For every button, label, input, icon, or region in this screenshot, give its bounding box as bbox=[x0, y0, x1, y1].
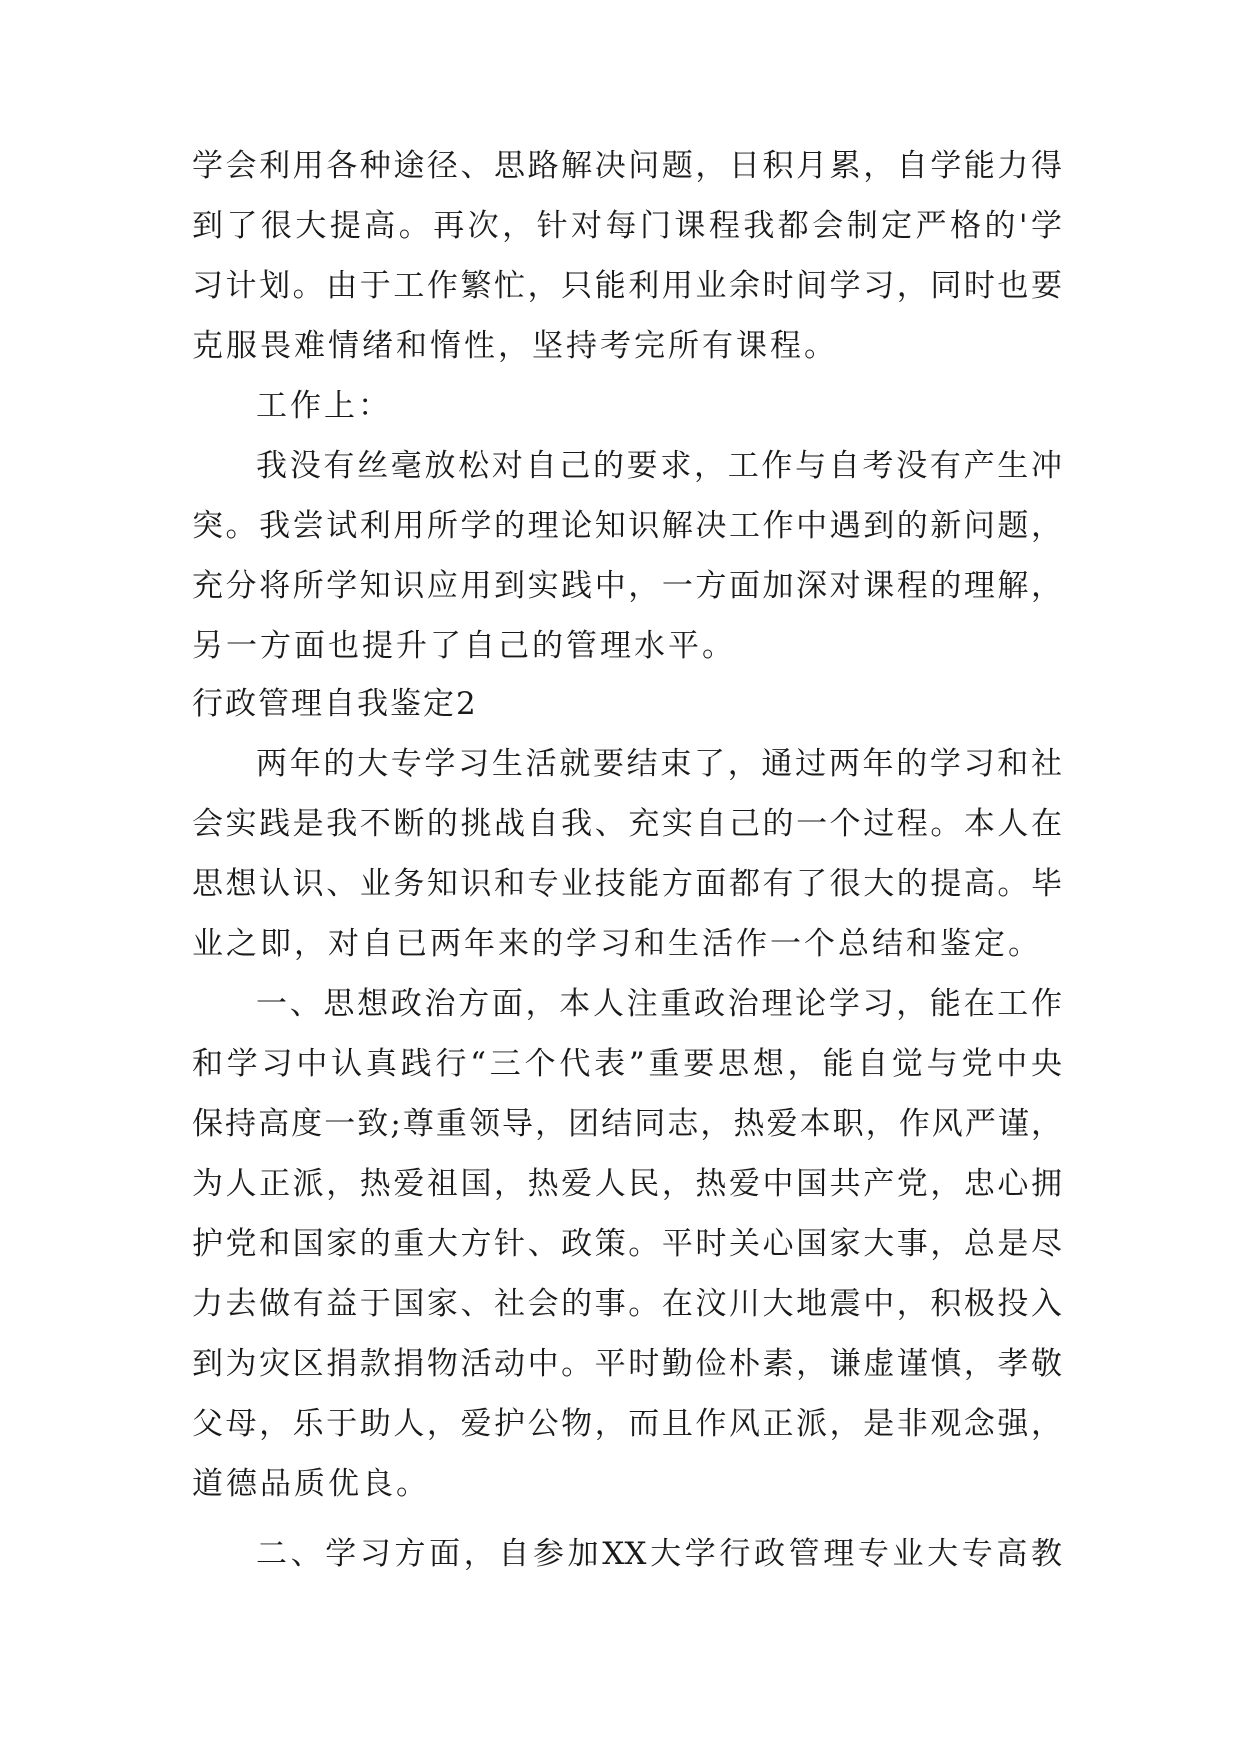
text-line: 到了很大提高。再次，针对每门课程我都会制定严格的'学 bbox=[192, 208, 1062, 244]
text-line: 一、思想政治方面，本人注重政治理论学习，能在工作 bbox=[256, 986, 1062, 1022]
text-line: 为人正派，热爱祖国，热爱人民，热爱中国共产党，忠心拥 bbox=[192, 1166, 1062, 1202]
text-line: 充分将所学知识应用到实践中，一方面加深对课程的理解， bbox=[192, 568, 1062, 604]
text-line: 工作上： bbox=[256, 388, 392, 424]
text-line: 保持高度一致;尊重领导，团结同志，热爱本职，作风严谨， bbox=[192, 1106, 1062, 1142]
text-line: 克服畏难情绪和惰性，坚持考完所有课程。 bbox=[192, 328, 838, 364]
text-line: 力去做有益于国家、社会的事。在汶川大地震中，积极投入 bbox=[192, 1286, 1062, 1322]
text-line: 父母，乐于助人，爱护公物，而且作风正派，是非观念强， bbox=[192, 1406, 1062, 1442]
text-line: 两年的大专学习生活就要结束了，通过两年的学习和社 bbox=[256, 746, 1062, 782]
text-line: 学会利用各种途径、思路解决问题，日积月累，自学能力得 bbox=[192, 148, 1062, 184]
text-line: 道德品质优良。 bbox=[192, 1466, 430, 1502]
text-line: 业之即，对自已两年来的学习和生活作一个总结和鉴定。 bbox=[192, 926, 1042, 962]
text-line: 习计划。由于工作繁忙，只能利用业余时间学习，同时也要 bbox=[192, 268, 1062, 304]
section-heading: 行政管理自我鉴定2 bbox=[192, 686, 478, 722]
text-line: 另一方面也提升了自己的管理水平。 bbox=[192, 628, 736, 664]
text-line: 思想认识、业务知识和专业技能方面都有了很大的提高。毕 bbox=[192, 866, 1062, 902]
text-line: 到为灾区捐款捐物活动中。平时勤俭朴素，谦虚谨慎，孝敬 bbox=[192, 1346, 1062, 1382]
text-line: 突。我尝试利用所学的理论知识解决工作中遇到的新问题， bbox=[192, 508, 1062, 544]
text-line: 会实践是我不断的挑战自我、充实自己的一个过程。本人在 bbox=[192, 806, 1062, 842]
text-line: 我没有丝毫放松对自己的要求，工作与自考没有产生冲 bbox=[256, 448, 1062, 484]
text-line: 和学习中认真践行“三个代表”重要思想，能自觉与党中央 bbox=[192, 1046, 1062, 1082]
text-line: 护党和国家的重大方针、政策。平时关心国家大事，总是尽 bbox=[192, 1226, 1062, 1262]
text-line: 二、学习方面，自参加XX大学行政管理专业大专高教 bbox=[256, 1536, 1062, 1572]
